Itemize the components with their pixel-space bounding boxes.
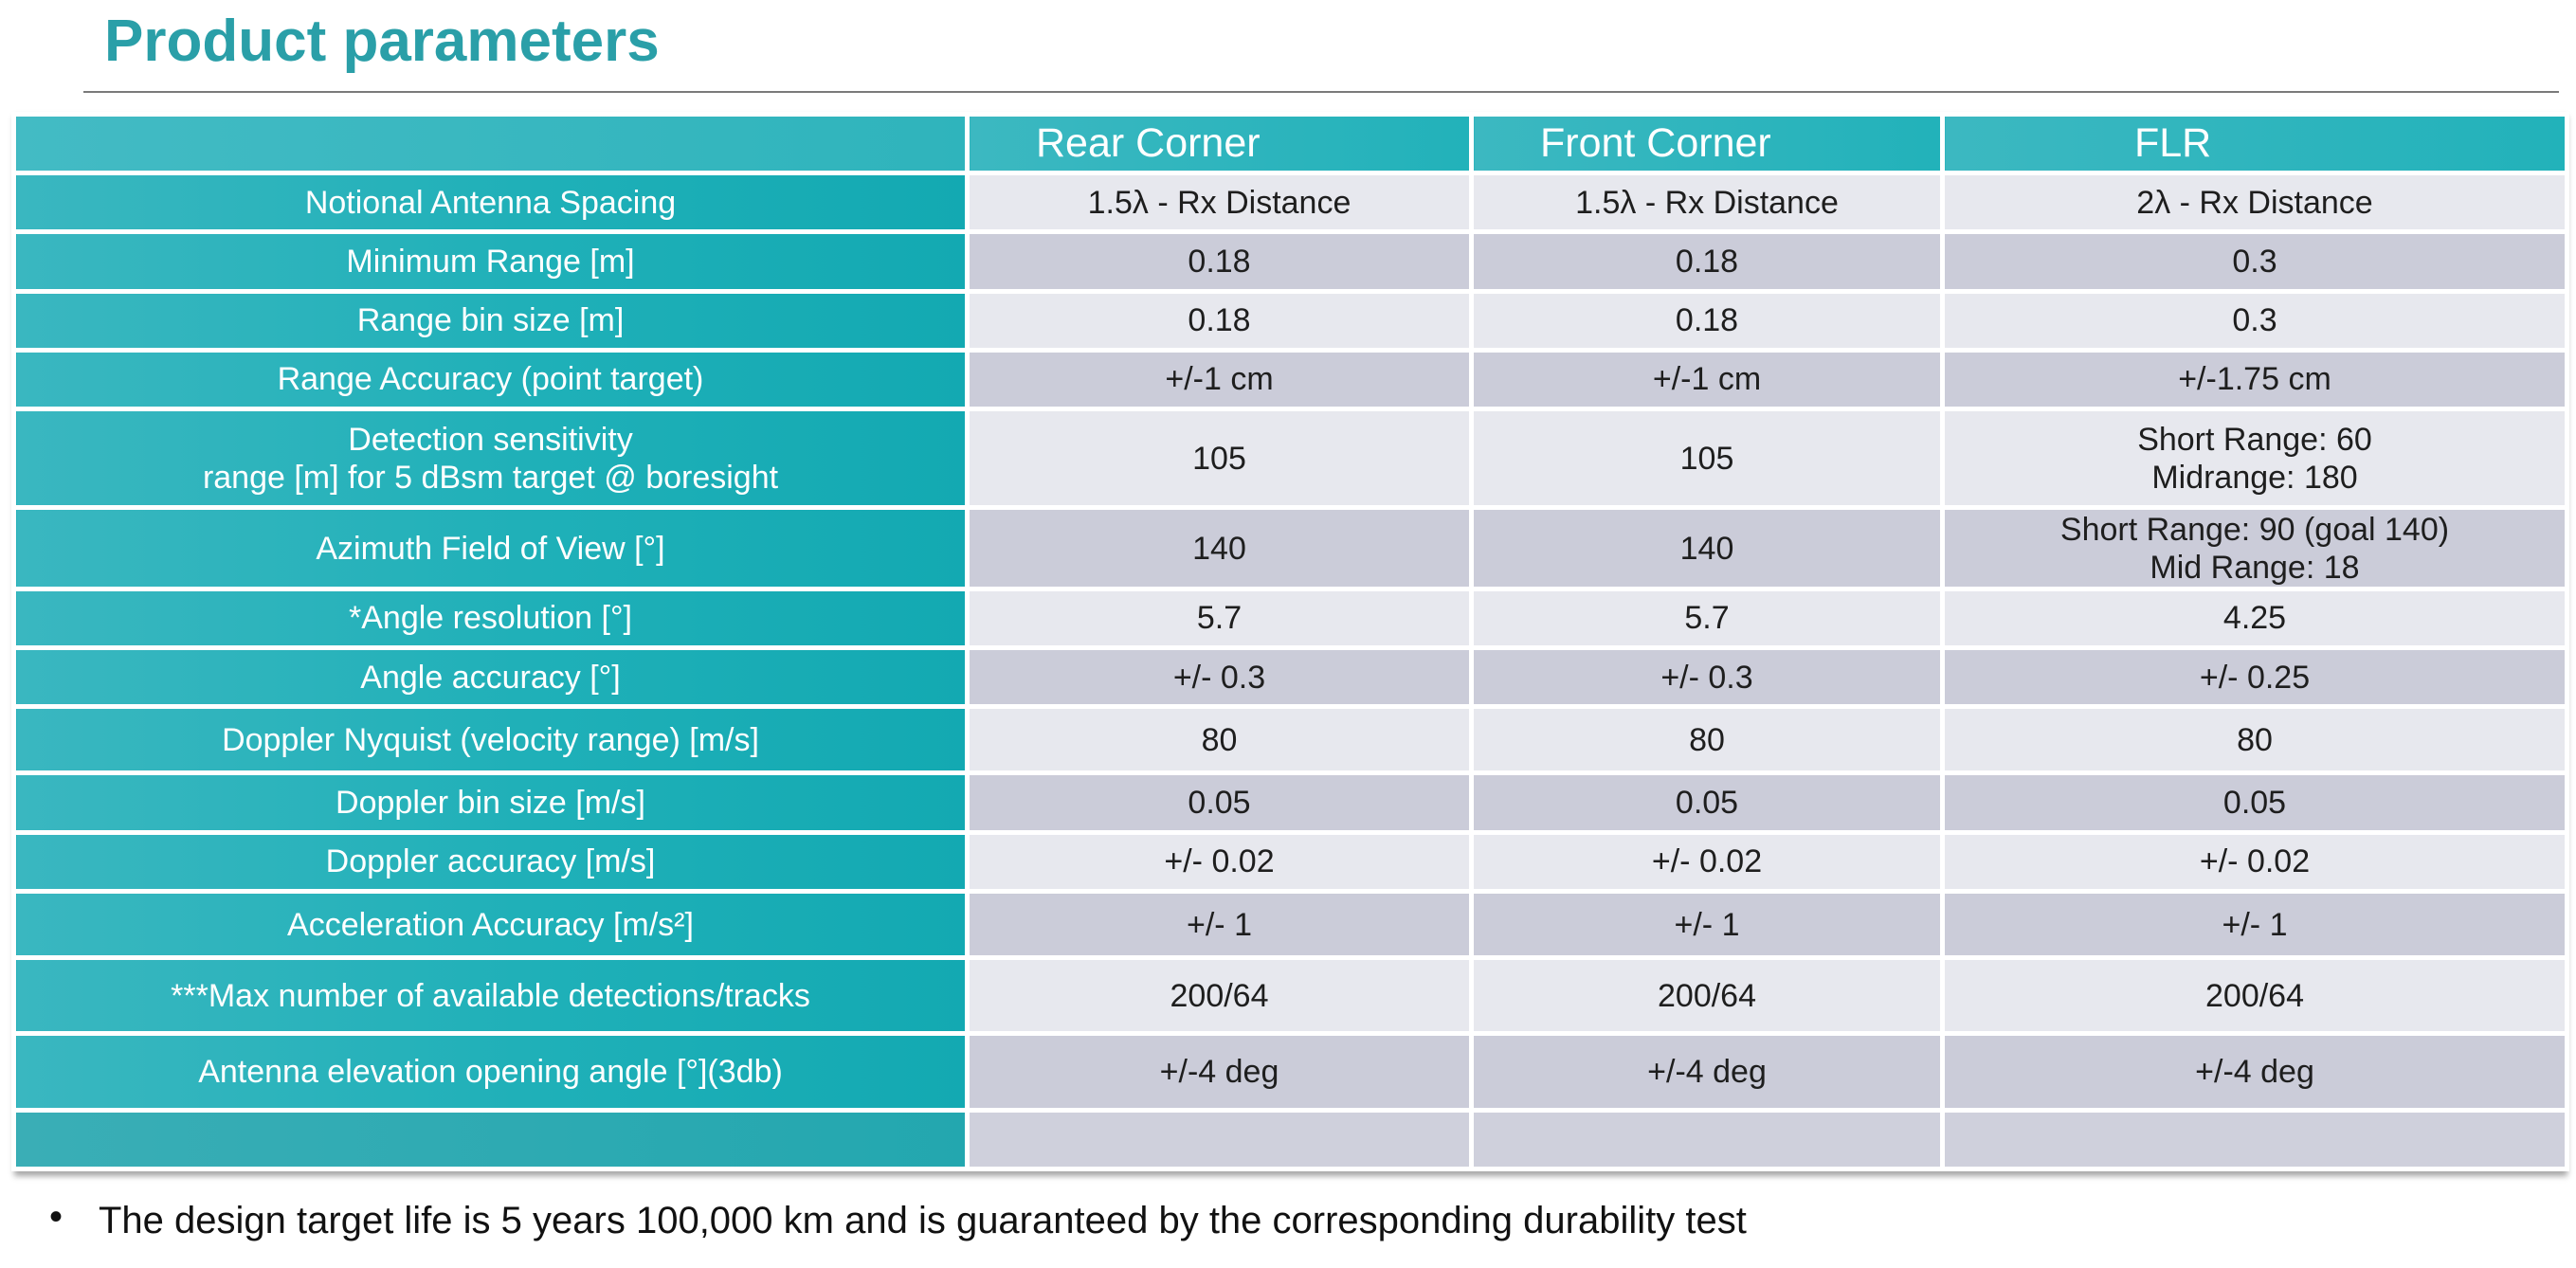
flr-value: Short Range: 90 (goal 140) Mid Range: 18	[1943, 508, 2567, 589]
table-row	[14, 508, 2567, 589]
flr-value: +/-4 deg	[1943, 1034, 2567, 1110]
rear-corner-value: +/- 0.02	[968, 832, 1472, 891]
front-corner-value: 0.05	[1472, 773, 1943, 832]
table-row	[14, 350, 2567, 408]
empty-value-cell	[1472, 1110, 1943, 1168]
empty-label-cell	[14, 1110, 968, 1168]
rear-corner-value: 0.05	[968, 773, 1472, 832]
empty-value-cell	[1943, 1110, 2567, 1168]
flr-value: 0.05	[1943, 773, 2567, 832]
header-flr: FLR	[1943, 115, 2567, 173]
row-label: Detection sensitivity range [m] for 5 dBsm target @ boresight	[14, 409, 968, 508]
rear-corner-value: 140	[968, 508, 1472, 589]
rear-corner-value: 1.5λ - Rx Distance	[968, 173, 1472, 232]
row-label: *Angle resolution [°]	[14, 589, 968, 647]
row-label: Minimum Range [m]	[14, 232, 968, 291]
row-label: Angle accuracy [°]	[14, 647, 968, 706]
row-label: Acceleration Accuracy [m/s²]	[14, 891, 968, 957]
row-label: Azimuth Field of View [°]	[14, 508, 968, 589]
rear-corner-value: 0.18	[968, 232, 1472, 291]
row-label: Notional Antenna Spacing	[14, 173, 968, 232]
row-label: ***Max number of available detections/tracks	[14, 958, 968, 1034]
table-row	[14, 1034, 2567, 1110]
empty-value-cell	[968, 1110, 1472, 1168]
row-label: Doppler accuracy [m/s]	[14, 832, 968, 891]
design-life-note: The design target life is 5 years 100,000 km and is guaranteed by the corresponding durability test	[99, 1200, 1747, 1241]
flr-value: 4.25	[1943, 589, 2567, 647]
table-row	[14, 958, 2567, 1034]
bullet-marker: •	[49, 1196, 63, 1238]
flr-value: 0.3	[1943, 291, 2567, 350]
table-row	[14, 232, 2567, 291]
rear-corner-value: +/-4 deg	[968, 1034, 1472, 1110]
flr-value: 0.3	[1943, 232, 2567, 291]
front-corner-value: 5.7	[1472, 589, 1943, 647]
front-corner-value: +/- 0.02	[1472, 832, 1943, 891]
front-corner-value: +/-4 deg	[1472, 1034, 1943, 1110]
front-corner-value: +/- 0.3	[1472, 647, 1943, 706]
row-label: Doppler Nyquist (velocity range) [m/s]	[14, 707, 968, 773]
flr-value: 200/64	[1943, 958, 2567, 1034]
rear-corner-value: 5.7	[968, 589, 1472, 647]
rear-corner-value: +/-1 cm	[968, 350, 1472, 408]
front-corner-value: 80	[1472, 707, 1943, 773]
flr-value: +/- 0.02	[1943, 832, 2567, 891]
header-rear-corner: Rear Corner	[968, 115, 1472, 173]
rear-corner-value: 200/64	[968, 958, 1472, 1034]
front-corner-value: 0.18	[1472, 232, 1943, 291]
flr-value: Short Range: 60 Midrange: 180	[1943, 409, 2567, 508]
front-corner-value: +/-1 cm	[1472, 350, 1943, 408]
table-row	[14, 707, 2567, 773]
row-label: Doppler bin size [m/s]	[14, 773, 968, 832]
rear-corner-value: +/- 1	[968, 891, 1472, 957]
front-corner-value: 105	[1472, 409, 1943, 508]
flr-value: +/- 0.25	[1943, 647, 2567, 706]
front-corner-value: 1.5λ - Rx Distance	[1472, 173, 1943, 232]
title-divider	[83, 91, 2559, 93]
table-row	[14, 409, 2567, 508]
empty-footer-row	[14, 1110, 2567, 1168]
flr-value: +/-1.75 cm	[1943, 350, 2567, 408]
front-corner-value: 0.18	[1472, 291, 1943, 350]
front-corner-value: 200/64	[1472, 958, 1943, 1034]
rear-corner-value: 105	[968, 409, 1472, 508]
table-row	[14, 173, 2567, 232]
table-row	[14, 589, 2567, 647]
front-corner-value: 140	[1472, 508, 1943, 589]
table-row	[14, 291, 2567, 350]
rear-corner-value: 80	[968, 707, 1472, 773]
rear-corner-value: +/- 0.3	[968, 647, 1472, 706]
header-corner-cell	[14, 115, 968, 173]
table-row	[14, 647, 2567, 706]
flr-value: +/- 1	[1943, 891, 2567, 957]
table-row	[14, 891, 2567, 957]
header-front-corner: Front Corner	[1472, 115, 1943, 173]
row-label: Range bin size [m]	[14, 291, 968, 350]
front-corner-value: +/- 1	[1472, 891, 1943, 957]
flr-value: 80	[1943, 707, 2567, 773]
rear-corner-value: 0.18	[968, 291, 1472, 350]
row-label: Range Accuracy (point target)	[14, 350, 968, 408]
table-row	[14, 773, 2567, 832]
page-title: Product parameters	[104, 9, 660, 74]
table-row	[14, 832, 2567, 891]
row-label: Antenna elevation opening angle [°](3db)	[14, 1034, 968, 1110]
header-row	[14, 115, 2567, 173]
flr-value: 2λ - Rx Distance	[1943, 173, 2567, 232]
parameters-table	[11, 112, 2569, 1171]
parameters-table-container	[11, 112, 2565, 1171]
